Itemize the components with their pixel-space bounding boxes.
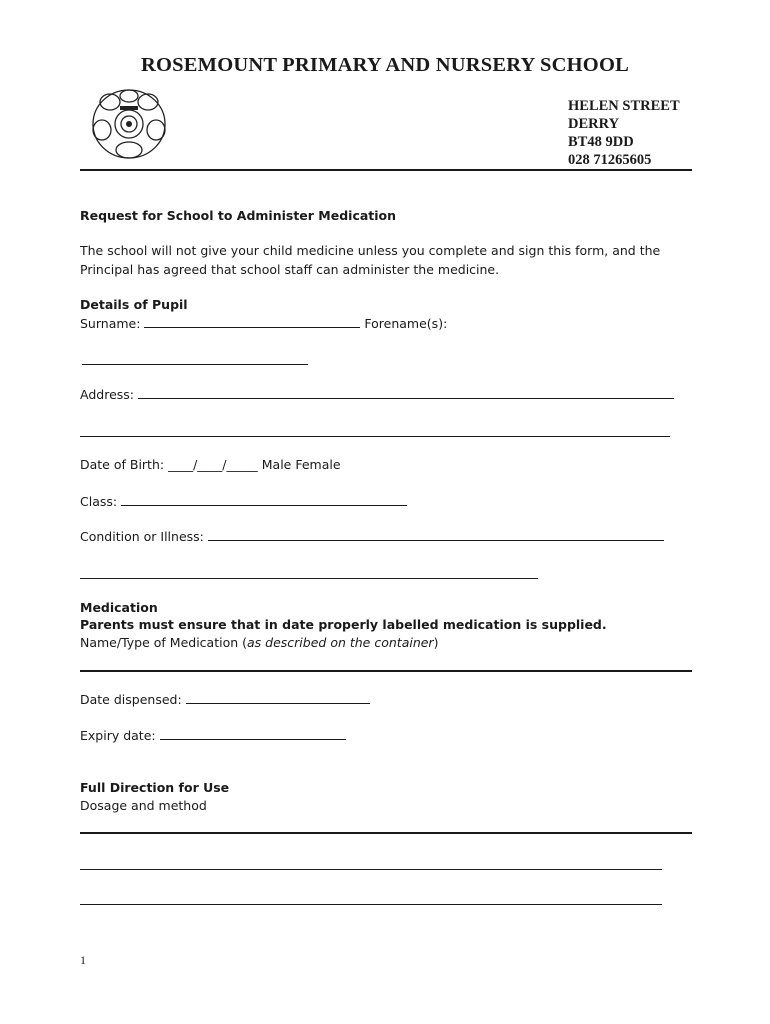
intro-text-line1: The school will not give your child medicine unless you complete and sign this form, and the xyxy=(80,243,661,258)
address-line-postcode: BT48 9DD xyxy=(568,134,634,150)
surname-field[interactable] xyxy=(144,315,360,328)
directions-heading: Full Direction for Use xyxy=(80,780,230,795)
class-label: Class: xyxy=(80,494,118,509)
address-line-street: HELEN STREET xyxy=(568,98,680,114)
address-line-city: DERRY xyxy=(568,116,620,132)
condition-field-line1[interactable] xyxy=(208,528,664,541)
forename-label: Forename(s): xyxy=(364,316,448,331)
dob-field[interactable]: ____/____/_____ xyxy=(168,457,258,472)
condition-field-line2[interactable] xyxy=(80,578,538,579)
address-field-line1[interactable] xyxy=(138,386,674,399)
dosage-field-line1[interactable] xyxy=(80,832,692,834)
dob-label: Date of Birth: xyxy=(80,457,165,472)
form-title: Request for School to Administer Medication xyxy=(80,208,397,223)
dob-row xyxy=(80,457,341,472)
intro-text-line2: Principal has agreed that school staff can administer the medicine. xyxy=(80,262,500,277)
header-divider xyxy=(80,169,692,171)
expiry-row xyxy=(80,727,346,743)
medication-heading: Medication xyxy=(80,600,158,615)
dosage-field-line2[interactable] xyxy=(80,869,662,870)
forename-field[interactable] xyxy=(82,364,308,365)
address-field-line2[interactable] xyxy=(80,436,670,437)
medication-name-field[interactable] xyxy=(80,670,692,672)
medication-note: Parents must ensure that in date properly labelled medication is supplied. xyxy=(80,617,607,632)
class-row xyxy=(80,493,407,509)
dosage-field-line3[interactable] xyxy=(80,904,662,905)
pupil-details-heading: Details of Pupil xyxy=(80,297,188,312)
address-line-phone: 028 71265605 xyxy=(568,152,652,168)
surname-row xyxy=(80,315,447,331)
page-number: 1 xyxy=(80,953,86,967)
date-dispensed-label: Date dispensed: xyxy=(80,692,182,707)
medication-name-hint: as described on the container xyxy=(247,635,434,650)
condition-label: Condition or Illness: xyxy=(80,529,204,544)
class-field[interactable] xyxy=(121,493,407,506)
medication-name-row xyxy=(80,635,438,650)
date-dispensed-field[interactable] xyxy=(186,691,370,704)
address-row xyxy=(80,386,674,402)
sex-options[interactable]: Male Female xyxy=(261,457,341,472)
expiry-label: Expiry date: xyxy=(80,728,156,743)
expiry-field[interactable] xyxy=(160,727,346,740)
school-name: ROSEMOUNT PRIMARY AND NURSERY SCHOOL xyxy=(141,54,629,76)
date-dispensed-row xyxy=(80,691,370,707)
medication-name-label: Name/Type of Medication ( xyxy=(80,635,248,650)
address-label: Address: xyxy=(80,387,134,402)
surname-label: Surname: xyxy=(80,316,141,331)
medication-name-close: ) xyxy=(433,635,439,650)
school-crest-logo xyxy=(90,86,168,162)
condition-row xyxy=(80,528,664,544)
dosage-label: Dosage and method xyxy=(80,798,207,813)
